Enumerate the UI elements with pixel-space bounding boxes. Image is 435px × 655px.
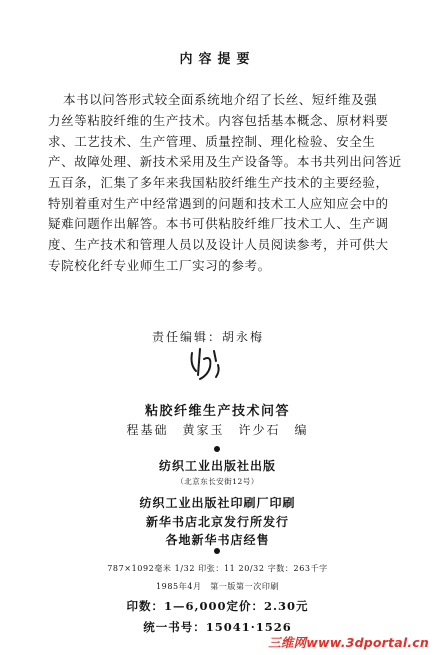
abstract-line: 专院校化纤专业师生工厂实习的参考。	[48, 258, 271, 273]
authors: 程基础 黄家玉 许少石 编	[126, 423, 309, 437]
abstract-line: 力丝等粘胶纤维的生产技术。内容包括基本概念、原材料要	[48, 113, 389, 128]
book-title: 粘胶纤维生产技术问答	[144, 404, 290, 419]
abstract-line: 疑难问题作出解答。本书可供粘胶纤维厂技术工人、生产调	[48, 216, 389, 231]
publisher: 纺织工业出版社出版	[158, 459, 276, 473]
sellers: 各地新华书店经售	[165, 533, 270, 547]
distributor: 新华书店北京发行所发行	[145, 515, 289, 529]
edition-info: 1985年4月 第一版第一次印刷	[155, 582, 280, 591]
site-watermark: 三维网www.3dportal.cn	[268, 635, 429, 650]
printer: 纺织工业出版社印刷厂印刷	[139, 496, 296, 510]
abstract-line: 产、故障处理、新技术采用及生产设备等。本书共列出问答近	[48, 154, 402, 169]
print-run-and-price: 印数：1—6,000定价：2.30元	[126, 599, 309, 613]
responsible-editor: 责任编辑：胡永梅	[152, 330, 265, 344]
separator-dot	[214, 446, 220, 452]
content-summary-heading: 内容提要	[179, 52, 256, 67]
publisher-address: （北京东长安街12号）	[176, 477, 259, 486]
unified-book-number: 统一书号：15041·1526	[143, 620, 292, 634]
handwritten-mark	[186, 345, 226, 385]
separator-dot	[214, 548, 220, 554]
format-spec: 787×1092毫米 1/32 印张：11 20/32 字数：263千字	[107, 564, 328, 573]
abstract-line: 本书以问答形式较全面系统地介绍了长丝、短纤维及强	[63, 92, 378, 107]
abstract-line: 求、工艺技术、生产管理、质量控制、理化检验、安全生	[48, 134, 376, 149]
abstract-line: 五百条，汇集了多年来我国粘胶纤维生产技术的主要经验，	[48, 175, 389, 190]
abstract-line: 特别着重对生产中经常遇到的问题和技术工人应知应会中的	[48, 196, 389, 211]
abstract-line: 度、生产技术和管理人员以及设计人员阅读参考，并可供大	[48, 237, 389, 252]
